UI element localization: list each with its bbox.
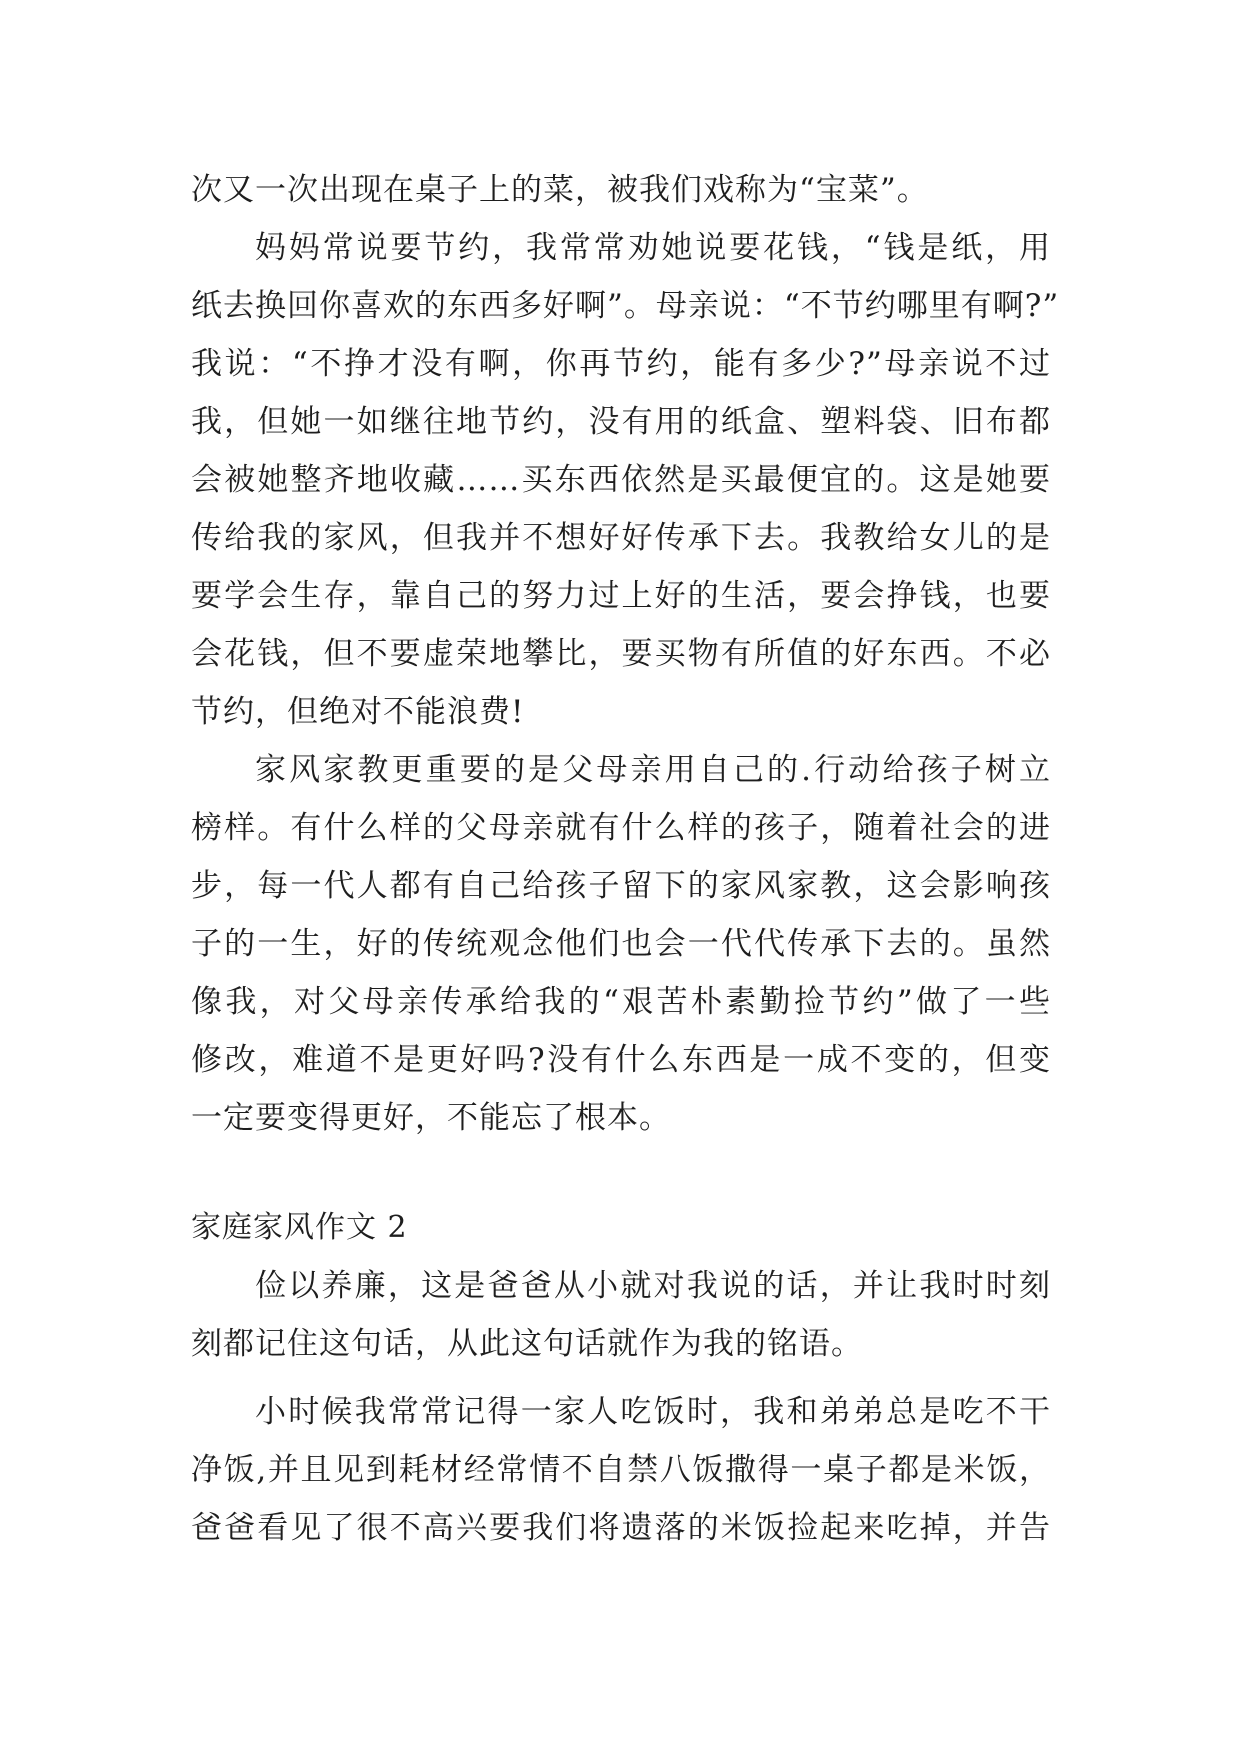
text-line: 榜样。有什么样的父母亲就有什么样的孩子，随着社会的进 xyxy=(191,810,1051,846)
text-line: 修改，难道不是更好吗?没有什么东西是一成不变的，但变 xyxy=(191,1042,1051,1078)
text-line: 我说：“不挣才没有啊，你再节约，能有多少?”母亲说不过 xyxy=(191,346,1051,382)
text-line: 爸爸看见了很不高兴要我们将遗落的米饭捡起来吃掉，并告 xyxy=(191,1510,1051,1546)
text-line: 次又一次出现在桌子上的菜，被我们戏称为“宝菜”。 xyxy=(191,172,929,208)
text-line: 刻都记住这句话，从此这句话就作为我的铭语。 xyxy=(191,1326,863,1362)
text-line: 要学会生存，靠自己的努力过上好的生活，要会挣钱，也要 xyxy=(191,578,1051,614)
text-line: 会被她整齐地收藏……买东西依然是买最便宜的。这是她要 xyxy=(191,462,1051,498)
text-line: 子的一生，好的传统观念他们也会一代代传承下去的。虽然 xyxy=(191,926,1051,962)
text-line: 俭以养廉，这是爸爸从小就对我说的话，并让我时时刻 xyxy=(255,1268,1051,1304)
text-line: 步，每一代人都有自己给孩子留下的家风家教，这会影响孩 xyxy=(191,868,1051,904)
text-line: 会花钱，但不要虚荣地攀比，要买物有所值的好东西。不必 xyxy=(191,636,1051,672)
text-line: 传给我的家风，但我并不想好好传承下去。我教给女儿的是 xyxy=(191,520,1051,556)
text-line: 我，但她一如继往地节约，没有用的纸盒、塑料袋、旧布都 xyxy=(191,404,1051,440)
section-heading: 家庭家风作文 2 xyxy=(191,1210,408,1245)
text-line: 妈妈常说要节约，我常常劝她说要花钱，“钱是纸，用 xyxy=(255,230,1051,266)
text-line: 家风家教更重要的是父母亲用自己的.行动给孩子树立 xyxy=(255,752,1051,788)
text-line: 节约，但绝对不能浪费! xyxy=(191,694,525,730)
text-line: 像我，对父母亲传承给我的“艰苦朴素勤捡节约”做了一些 xyxy=(191,984,1051,1020)
text-line: 小时候我常常记得一家人吃饭时，我和弟弟总是吃不干 xyxy=(255,1394,1051,1430)
text-line: 净饭,并且见到耗材经常情不自禁八饭撒得一桌子都是米饭， xyxy=(191,1452,1051,1488)
text-line: 纸去换回你喜欢的东西多好啊”。母亲说：“不节约哪里有啊?” xyxy=(191,288,1060,324)
text-line: 一定要变得更好，不能忘了根本。 xyxy=(191,1100,671,1136)
